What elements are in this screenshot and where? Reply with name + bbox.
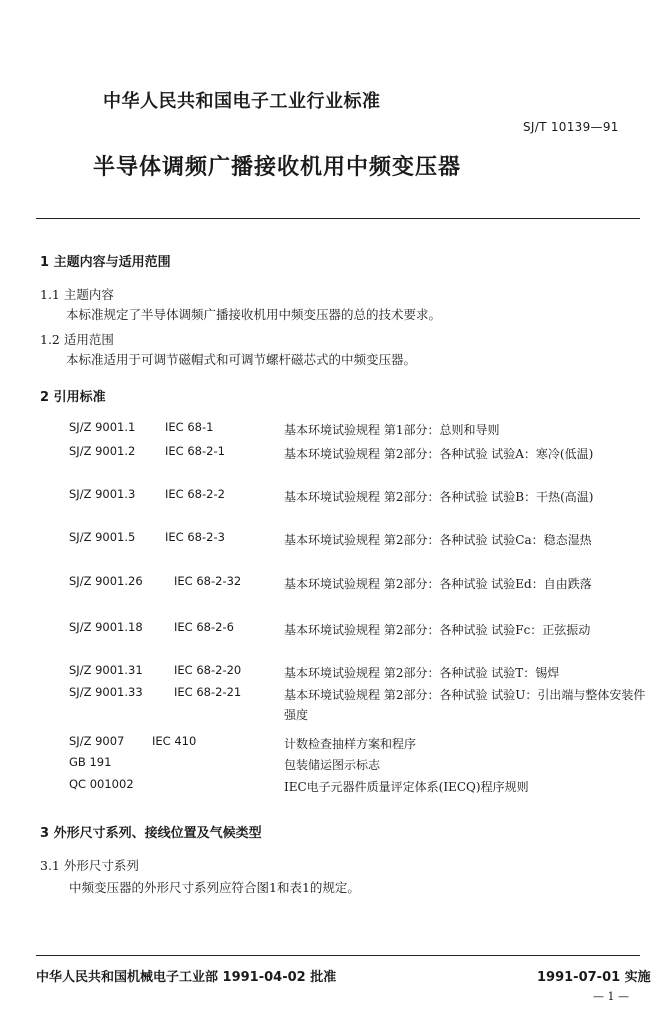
reference-title: 计数检查抽样方案和程序 [284, 737, 417, 751]
reference-iec: IEC 68-2-2 [165, 487, 225, 501]
reference-code: SJ/Z 9001.3 [69, 487, 136, 501]
reference-code: SJ/Z 9001.5 [69, 530, 136, 544]
section-1-heading: 1 主题内容与适用范围 [40, 255, 171, 270]
page-number: — 1 — [593, 990, 629, 1003]
reference-title: 基本环境试验规程 第2部分：各种试验 试验U：引出端与整体安装件强度 [284, 688, 646, 722]
footer-rule [36, 955, 640, 956]
reference-title: IEC电子元器件质量评定体系(IECQ)程序规则 [284, 780, 529, 794]
section-3-1-text: 中频变压器的外形尺寸系列应符合图1和表1的规定。 [69, 880, 360, 895]
reference-iec: IEC 68-2-1 [165, 444, 225, 458]
section-3-heading: 3 外形尺寸系列、接线位置及气候类型 [40, 826, 262, 841]
reference-iec: IEC 68-2-6 [174, 620, 234, 634]
reference-code: SJ/Z 9001.2 [69, 444, 136, 458]
reference-code: SJ/Z 9001.1 [69, 420, 136, 434]
section-2-heading: 2 引用标准 [40, 390, 106, 405]
section-1-2-heading: 1.2 适用范围 [40, 332, 114, 347]
document-title: 半导体调频广播接收机用中频变压器 [93, 155, 462, 180]
reference-title: 基本环境试验规程 第2部分：各种试验 试验B：干热(高温) [284, 490, 594, 504]
approval-line: 中华人民共和国机械电子工业部 1991-04-02 批准 [36, 970, 337, 985]
reference-iec: IEC 68-2-32 [174, 574, 242, 588]
section-1-1-heading: 1.1 主题内容 [40, 287, 114, 302]
reference-code: SJ/Z 9001.18 [69, 620, 143, 634]
reference-iec: IEC 68-2-20 [174, 663, 242, 677]
reference-iec: IEC 68-2-21 [174, 685, 242, 699]
reference-iec: IEC 68-2-3 [165, 530, 225, 544]
section-1-2-text: 本标准适用于可调节磁帽式和可调节螺杆磁芯式的中频变压器。 [66, 352, 417, 367]
reference-title: 基本环境试验规程 第1部分：总则和导则 [284, 423, 500, 437]
reference-code: SJ/Z 9007 [69, 734, 125, 748]
section-3-1-heading: 3.1 外形尺寸系列 [40, 858, 139, 873]
reference-iec: IEC 68-1 [165, 420, 214, 434]
reference-iec: IEC 410 [152, 734, 197, 748]
issuing-organization: 中华人民共和国电子工业行业标准 [103, 91, 381, 112]
reference-code: SJ/Z 9001.33 [69, 685, 143, 699]
effective-date: 1991-07-01 实施 [537, 970, 651, 985]
reference-title: 基本环境试验规程 第2部分：各种试验 试验A：寒冷(低温) [284, 447, 594, 461]
reference-title: 基本环境试验规程 第2部分：各种试验 试验Fc：正弦振动 [284, 623, 591, 637]
reference-code: SJ/Z 9001.31 [69, 663, 143, 677]
reference-title: 基本环境试验规程 第2部分：各种试验 试验Ed：自由跌落 [284, 577, 592, 591]
standard-code: SJ/T 10139—91 [523, 120, 619, 134]
section-1-1-text: 本标准规定了半导体调频广播接收机用中频变压器的总的技术要求。 [66, 307, 442, 322]
reference-title: 包装储运图示标志 [284, 758, 381, 772]
reference-code: GB 191 [69, 755, 112, 769]
header-rule [36, 218, 640, 219]
reference-code: QC 001002 [69, 777, 134, 791]
reference-code: SJ/Z 9001.26 [69, 574, 143, 588]
reference-title: 基本环境试验规程 第2部分：各种试验 试验T：锡焊 [284, 666, 560, 680]
reference-title: 基本环境试验规程 第2部分：各种试验 试验Ca：稳态湿热 [284, 533, 592, 547]
